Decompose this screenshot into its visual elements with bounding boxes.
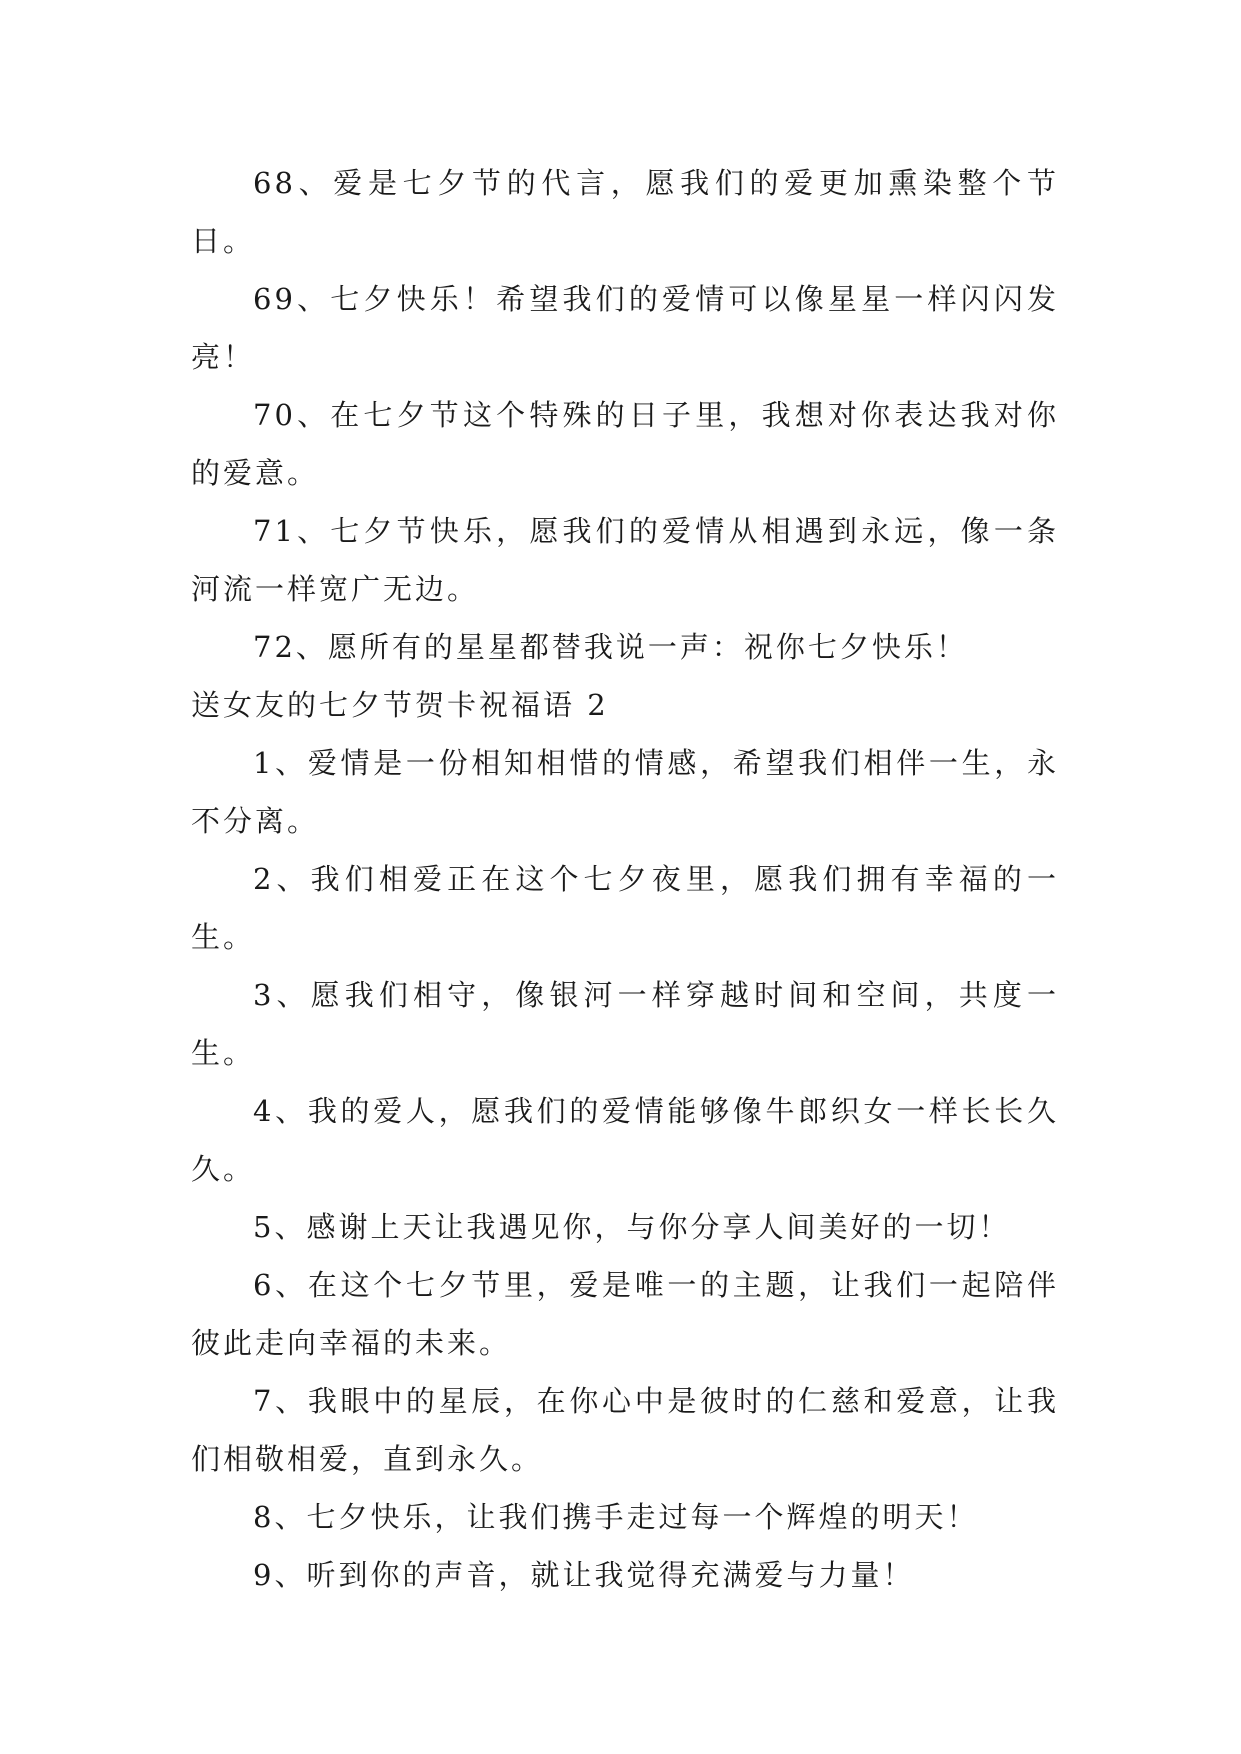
paragraph-71: 71、七夕节快乐，愿我们的爱情从相遇到永远，像一条河流一样宽广无边。 [191, 514, 1059, 606]
paragraph-4: 4、我的爱人，愿我们的爱情能够像牛郎织女一样长长久久。 [191, 1094, 1059, 1186]
paragraph-69: 69、七夕快乐！希望我们的爱情可以像星星一样闪闪发亮！ [191, 282, 1059, 374]
paragraph-9: 9、听到你的声音，就让我觉得充满爱与力量！ [253, 1558, 915, 1592]
paragraph-72: 72、愿所有的星星都替我说一声：祝你七夕快乐！ [253, 630, 968, 664]
paragraph-3: 3、愿我们相守，像银河一样穿越时间和空间，共度一生。 [191, 978, 1059, 1070]
document-body [191, 154, 1059, 1604]
paragraph-2: 2、我们相爱正在这个七夕夜里，愿我们拥有幸福的一生。 [191, 862, 1059, 954]
paragraph-6: 6、在这个七夕节里，爱是唯一的主题，让我们一起陪伴彼此走向幸福的未来。 [191, 1268, 1059, 1360]
paragraph-8: 8、七夕快乐，让我们携手走过每一个辉煌的明天！ [253, 1500, 979, 1534]
section-heading: 送女友的七夕节贺卡祝福语 2 [191, 688, 609, 722]
paragraph-68: 68、爱是七夕节的代言，愿我们的爱更加熏染整个节日。 [191, 166, 1059, 258]
paragraph-70: 70、在七夕节这个特殊的日子里，我想对你表达我对你的爱意。 [191, 398, 1059, 490]
paragraph-7: 7、我眼中的星辰，在你心中是彼时的仁慈和爱意，让我们相敬相爱，直到永久。 [191, 1384, 1059, 1476]
paragraph-1: 1、爱情是一份相知相惜的情感，希望我们相伴一生，永不分离。 [191, 746, 1059, 838]
paragraph-5: 5、感谢上天让我遇见你，与你分享人间美好的一切！ [253, 1210, 1011, 1244]
